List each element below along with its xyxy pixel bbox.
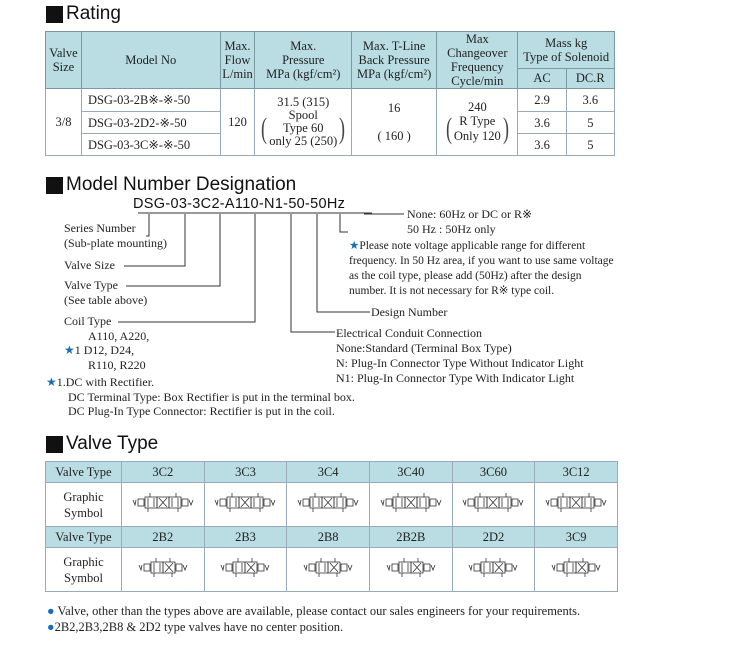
vt-cell: 3C4 bbox=[287, 462, 370, 483]
col-max-changeover: Max Changeover Frequency Cycle/min bbox=[437, 32, 518, 89]
cell-tline: 16 ( 160 ) bbox=[352, 89, 437, 156]
valve-type-row-2-symbols: Graphic Symbol bbox=[46, 548, 618, 592]
label-conduit: Electrical Conduit Connection None:Standard (Terminal Box Type) N: Plug-In Connector Type Without Indicator Light N1: Plug-In Connector Type With Indicator Light bbox=[336, 326, 584, 385]
cell-mass-dcr-1: 3.6 bbox=[566, 89, 614, 112]
cell-mass-dcr-2: 5 bbox=[566, 112, 614, 134]
col-mass: Mass kg Type of Solenoid bbox=[518, 32, 615, 69]
valve-type-row-1-header: Valve Type 3C2 3C3 3C4 3C40 3C60 3C12 bbox=[46, 462, 618, 483]
label-series-number: Series Number (Sub-plate mounting) bbox=[64, 221, 167, 250]
vt-cell: 2D2 bbox=[452, 527, 535, 548]
valve-type-heading: Valve Type bbox=[46, 433, 158, 455]
valve-type-row-2-header: Valve Type 2B2 2B3 2B8 2B2B 2D2 3C9 bbox=[46, 527, 618, 548]
col-max-flow: Max. Flow L/min bbox=[220, 32, 255, 89]
col-valve-size: Valve Size bbox=[46, 32, 82, 89]
valve-symbol-icon bbox=[535, 548, 618, 592]
col-max-pressure: Max. Pressure MPa (kgf/cm²) bbox=[255, 32, 352, 89]
valve-type-table bbox=[45, 461, 618, 592]
vt-cell: 2B8 bbox=[287, 527, 370, 548]
vt-cell: 3C12 bbox=[535, 462, 618, 483]
note-2: ●2B2,2B3,2B8 & 2D2 type valves have no center position. bbox=[47, 620, 344, 634]
valve-symbol-icon bbox=[452, 483, 535, 527]
valve-symbol-icon bbox=[204, 483, 287, 527]
label-frequency: None: 60Hz or DC or R※ 50 Hz : 50Hz only bbox=[407, 207, 533, 236]
designation-heading: Model Number Designation bbox=[46, 174, 296, 196]
model-code: DSG-03-3C2-A110-N1-50-50Hz bbox=[133, 196, 346, 212]
valve-symbol-icon bbox=[369, 483, 452, 527]
valve-type-row-1-symbols: Graphic Symbol bbox=[46, 483, 618, 527]
heading-square-icon bbox=[46, 436, 63, 453]
vt-cell: 3C2 bbox=[122, 462, 205, 483]
valve-symbol-icon bbox=[122, 483, 205, 527]
label-dc-rectifier: ★1.DC with Rectifier. DC Terminal Type: Box Rectifier is put in the terminal box. DC Plug-In Type Connector: Rectifier is put in the coil. bbox=[46, 375, 355, 418]
col-mass-dcr: DC.R bbox=[566, 68, 614, 88]
valve-symbol-icon bbox=[122, 548, 205, 592]
cell-mass-dcr-3: 5 bbox=[566, 134, 614, 156]
note-1: ● Valve, other than the types above are available, please contact our sales engineers for your requirements. bbox=[47, 604, 581, 618]
vt-cell: 3C40 bbox=[369, 462, 452, 483]
valve-symbol-icon bbox=[369, 548, 452, 592]
cell-mass-ac-3: 3.6 bbox=[518, 134, 566, 156]
valve-symbol-icon bbox=[287, 483, 370, 527]
cell-pressure: 31.5 (315) ( Spool Type 60 only 25 (250) ) bbox=[255, 89, 352, 156]
valve-symbol-icon bbox=[287, 548, 370, 592]
vt-cell: 2B2B bbox=[369, 527, 452, 548]
vt-cell: 3C3 bbox=[204, 462, 287, 483]
cell-flow: 120 bbox=[220, 89, 255, 156]
vt-cell: 3C60 bbox=[452, 462, 535, 483]
cell-model-1: DSG-03-2B※-※-50 bbox=[81, 89, 220, 112]
cell-mass-ac-2: 3.6 bbox=[518, 112, 566, 134]
label-coil-type: Coil Type A110, A220, ★1 D12, D24, R110, R220 bbox=[64, 314, 150, 372]
cell-model-2: DSG-03-2D2-※-50 bbox=[81, 112, 220, 134]
vt-cell: 2B3 bbox=[204, 527, 287, 548]
cell-mass-ac-1: 2.9 bbox=[518, 89, 566, 112]
valve-symbol-icon bbox=[204, 548, 287, 592]
col-max-tline: Max. T-Line Back Pressure MPa (kgf/cm²) bbox=[352, 32, 437, 89]
valve-symbol-icon bbox=[535, 483, 618, 527]
col-mass-ac: AC bbox=[518, 68, 566, 88]
vt-cell: 2B2 bbox=[122, 527, 205, 548]
rating-heading: Rating bbox=[46, 3, 121, 25]
label-valve-size: Valve Size bbox=[64, 258, 115, 272]
label-design-number: Design Number bbox=[371, 305, 448, 319]
valve-symbol-icon bbox=[452, 548, 535, 592]
col-model-no: Model No bbox=[81, 32, 220, 89]
vt-cell: 3C9 bbox=[535, 527, 618, 548]
cell-model-3: DSG-03-3C※-※-50 bbox=[81, 134, 220, 156]
cell-changeover: 240 ( R Type Only 120 ) bbox=[437, 89, 518, 156]
label-frequency-note: ★Please note voltage applicable range for different frequency. In 50 Hz area, if you want to use same voltage as the coil type, please add (50Hz) after the design number. It is not necessary for R※ type coil. bbox=[349, 240, 614, 297]
label-valve-type: Valve Type (See table above) bbox=[64, 278, 148, 307]
cell-valve-size: 3/8 bbox=[46, 89, 82, 156]
